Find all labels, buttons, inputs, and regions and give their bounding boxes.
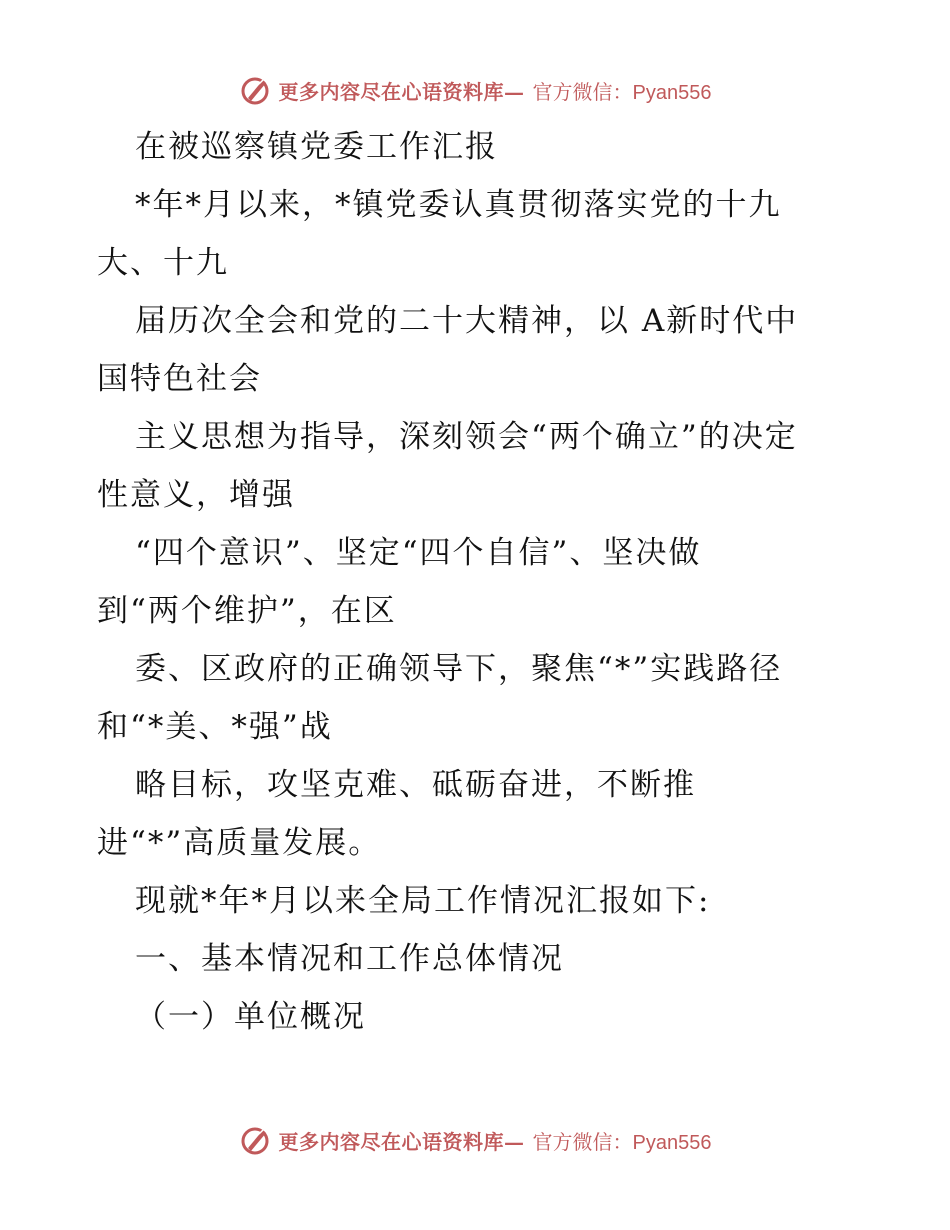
quill-logo-icon — [239, 74, 271, 106]
paragraph-line: 进“*”高质量发展。 — [97, 825, 382, 861]
paragraph-line: 届历次全会和党的二十大精神，以 A新时代中 — [135, 303, 799, 339]
paragraph-line: 现就*年*月以来全局工作情况汇报如下: — [135, 883, 711, 919]
paragraph-line: “四个意识”、坚定“四个自信”、坚决做 — [135, 535, 702, 571]
watermark-site-text: 更多内容尽在心语资料库— — [278, 79, 525, 104]
document-title: 在被巡察镇党委工作汇报 — [135, 129, 498, 165]
paragraph-line: 大、十九 — [97, 245, 229, 281]
header-watermark — [0, 70, 950, 110]
paragraph-line: 国特色社会 — [97, 361, 262, 397]
watermark-site-text: 更多内容尽在心语资料库— — [278, 1129, 525, 1154]
paragraph-line: *年*月以来，*镇党委认真贯彻落实党的十九 — [135, 187, 782, 223]
paragraph-line: 主义思想为指导，深刻领会“两个确立”的决定 — [135, 419, 798, 455]
section-heading: 一、基本情况和工作总体情况 — [135, 941, 564, 977]
subsection-heading: （一）单位概况 — [135, 999, 366, 1035]
paragraph-line: 委、区政府的正确领导下，聚焦“*”实践路径 — [135, 651, 783, 687]
paragraph-line: 和“*美、*强”战 — [97, 709, 333, 745]
watermark-contact-text: 官方微信：Pyan556 — [532, 81, 712, 104]
footer-watermark — [0, 1120, 950, 1160]
paragraph-line: 到“两个维护”，在区 — [97, 593, 397, 629]
paragraph-line: 略目标，攻坚克难、砥砺奋进，不断推 — [135, 767, 696, 803]
quill-logo-icon — [239, 1124, 271, 1156]
paragraph-line: 性意义，增强 — [97, 477, 295, 513]
watermark-contact-text: 官方微信：Pyan556 — [532, 1131, 712, 1154]
